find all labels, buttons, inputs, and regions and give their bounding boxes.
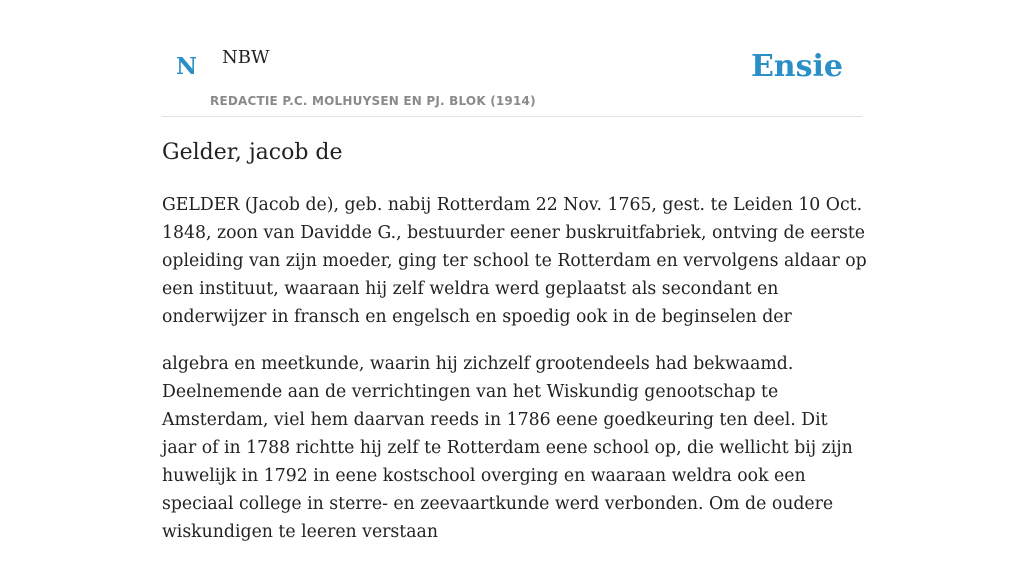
- article-paragraph: algebra en meetkunde, waarin hij zichzelf grootendeels had bekwaamd. Deelnemende aan de verrichtingen van het Wiskundig genootschap te Amsterdam, viel hem daarvan reeds in 1786 eene goedkeuring ten deel. Dit jaar of in 1788 richtte hij zelf te Rotterdam eene school op, die wellicht bij zijn huwelijk in 1792 in eene kostschool overging en waaraan weldra ook een speciaal college in sterre- en zeevaartkunde werd verbonden. Om de oudere wiskundigen te leeren verstaan: [162, 354, 853, 542]
- book-logo-icon[interactable]: N: [176, 53, 198, 80]
- header: [162, 0, 862, 117]
- book-title-link[interactable]: NBW: [222, 47, 270, 68]
- article-title: Gelder, jacob de: [162, 140, 343, 165]
- book-subtitle: REDACTIE P.C. MOLHUYSEN EN PJ. BLOK (1914): [210, 94, 536, 108]
- ensie-logo-link[interactable]: Ensie: [750, 49, 843, 84]
- article-body: [162, 191, 867, 565]
- article-paragraph: GELDER (Jacob de), geb. nabij Rotterdam 22 Nov. 1765, gest. te Leiden 10 Oct. 1848, zoon van Davidde G., bestuurder eener buskruitfabriek, ontving de eerste opleiding van zijn moeder, ging ter school te Rotterdam en vervolgens aldaar op een instituut, waaraan hij zelf weldra werd geplaatst als secondant en onderwijzer in fransch en engelsch en spoedig ook in de beginselen der: [162, 195, 867, 327]
